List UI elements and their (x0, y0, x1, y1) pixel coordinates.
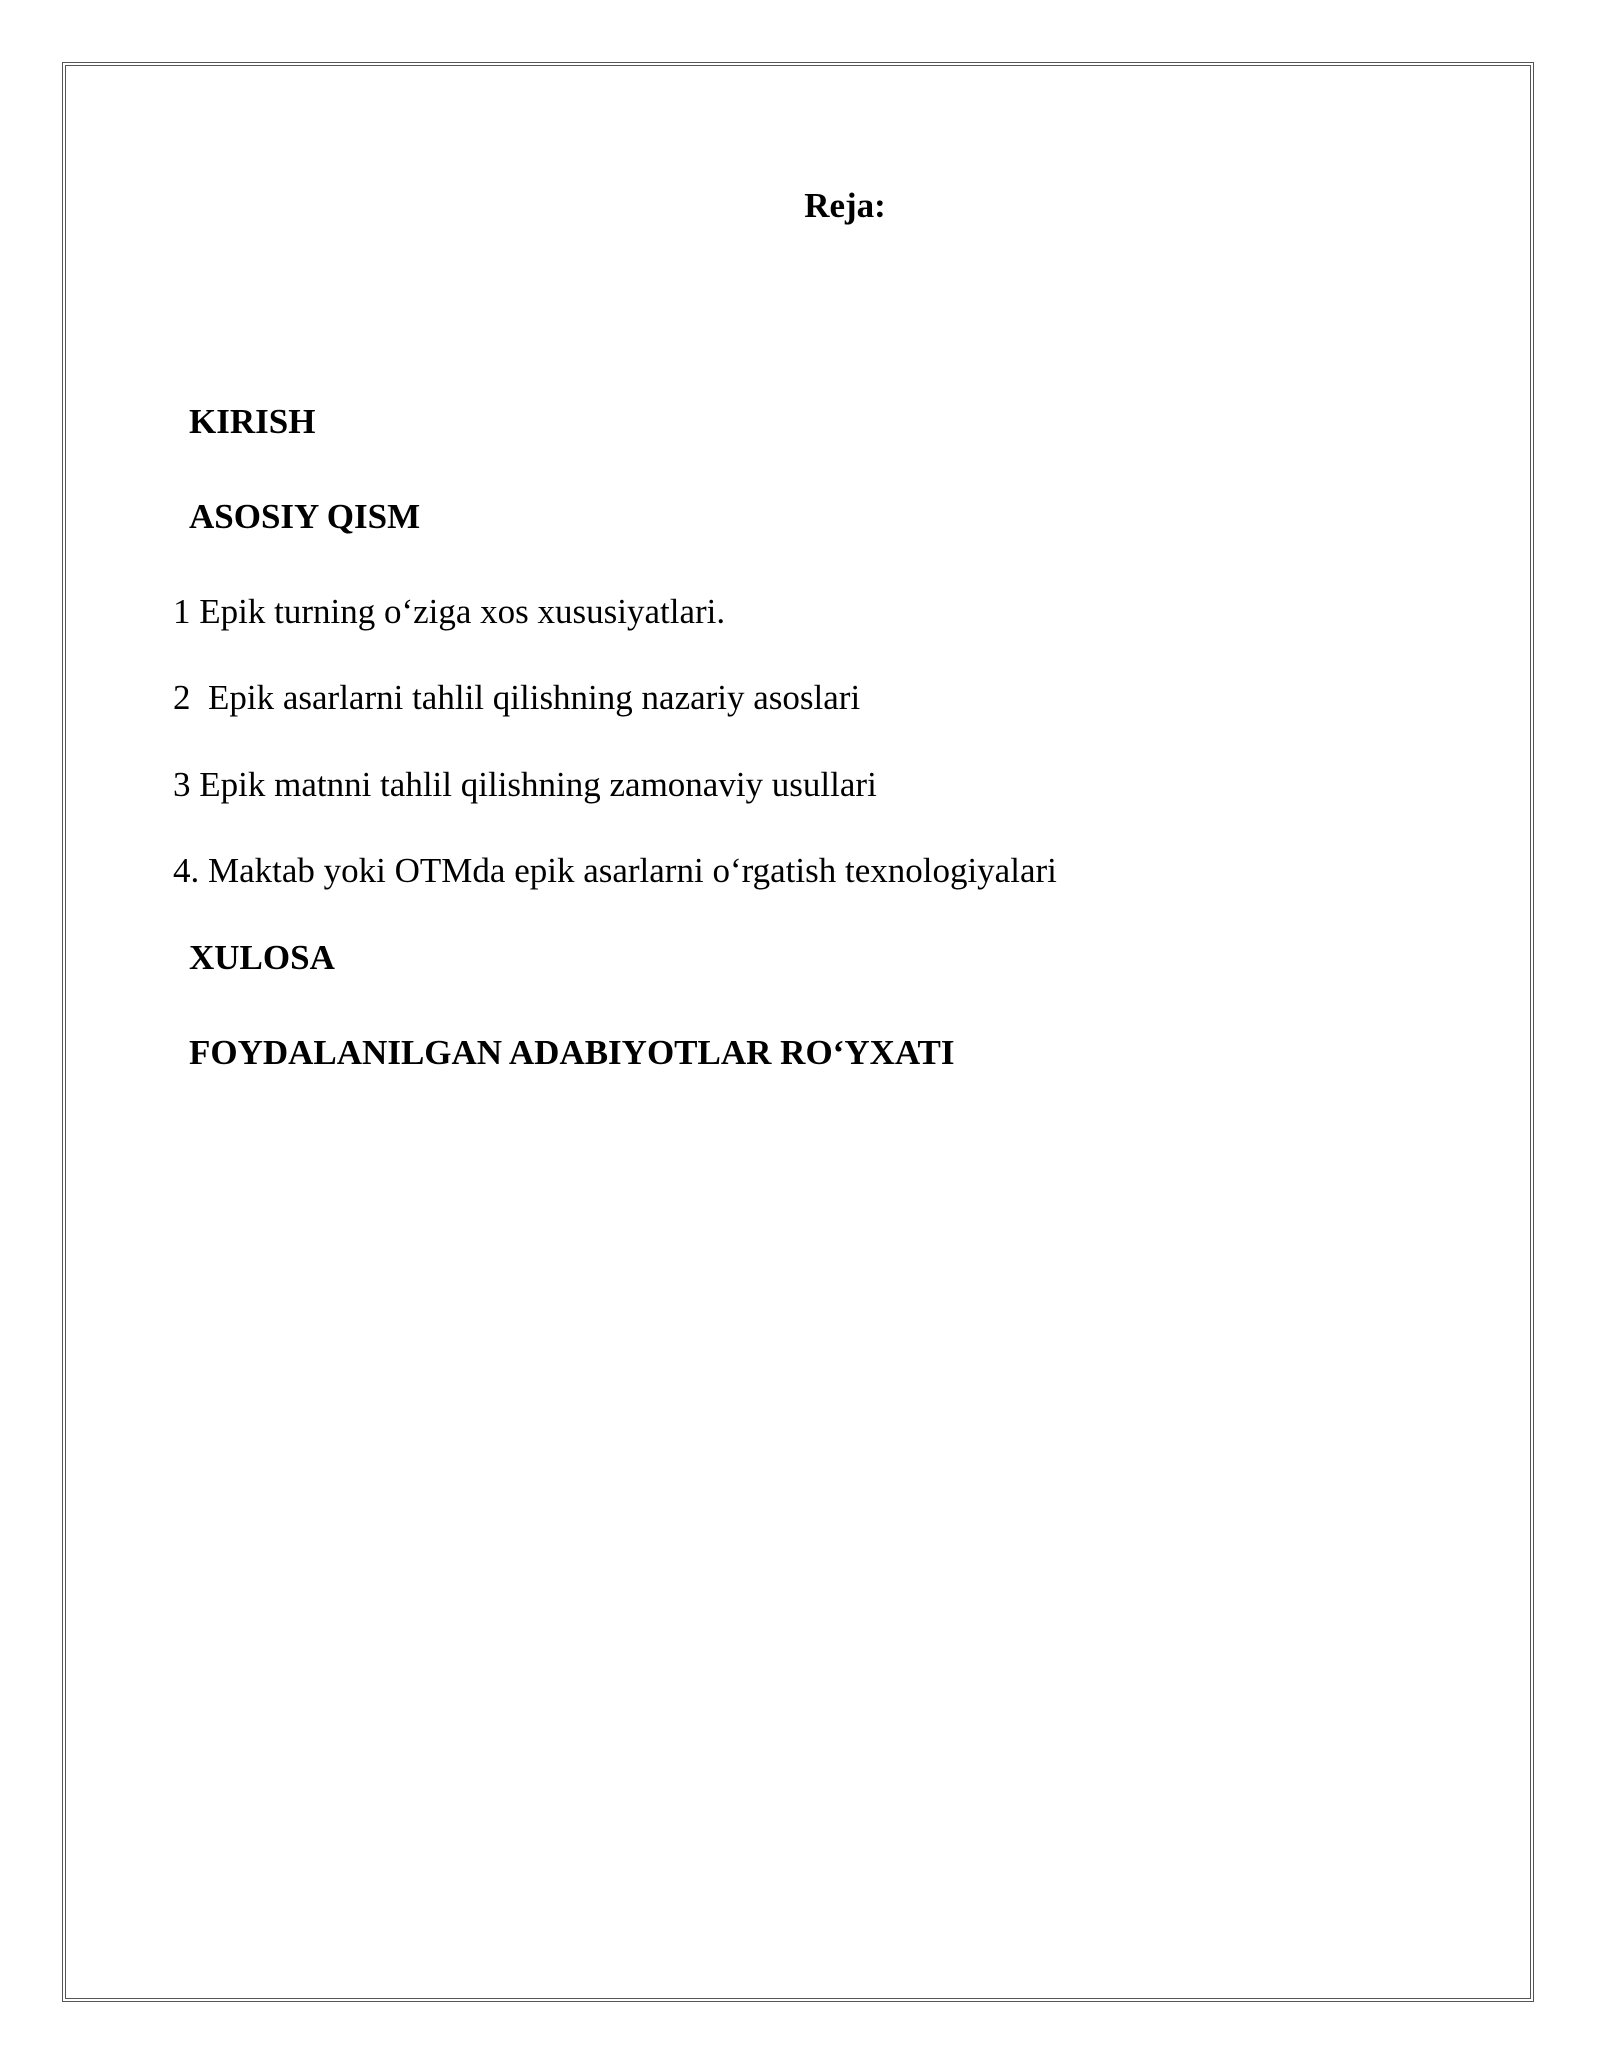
page-title: Reja: (804, 186, 886, 225)
plan-item-asosiy-qism: ASOSIY QISM (189, 497, 421, 536)
plan-item-xulosa: XULOSA (189, 938, 335, 977)
plan-item-2: 2 Epik asarlarni tahlil qilishning nazariy asoslari (173, 678, 861, 717)
plan-item-4: 4. Maktab yoki OTMda epik asarlarni o‘rgatish texnologiyalari (173, 851, 1057, 890)
plan-item-adabiyotlar: FOYDALANILGAN ADABIYOTLAR RO‘YXATI (189, 1033, 955, 1072)
page-border (62, 62, 1534, 2002)
plan-item-kirish: KIRISH (189, 402, 316, 441)
plan-item-3: 3 Epik matnni tahlil qilishning zamonaviy usullari (173, 765, 877, 804)
plan-item-1: 1 Epik turning o‘ziga xos xususiyatlari. (173, 592, 726, 631)
